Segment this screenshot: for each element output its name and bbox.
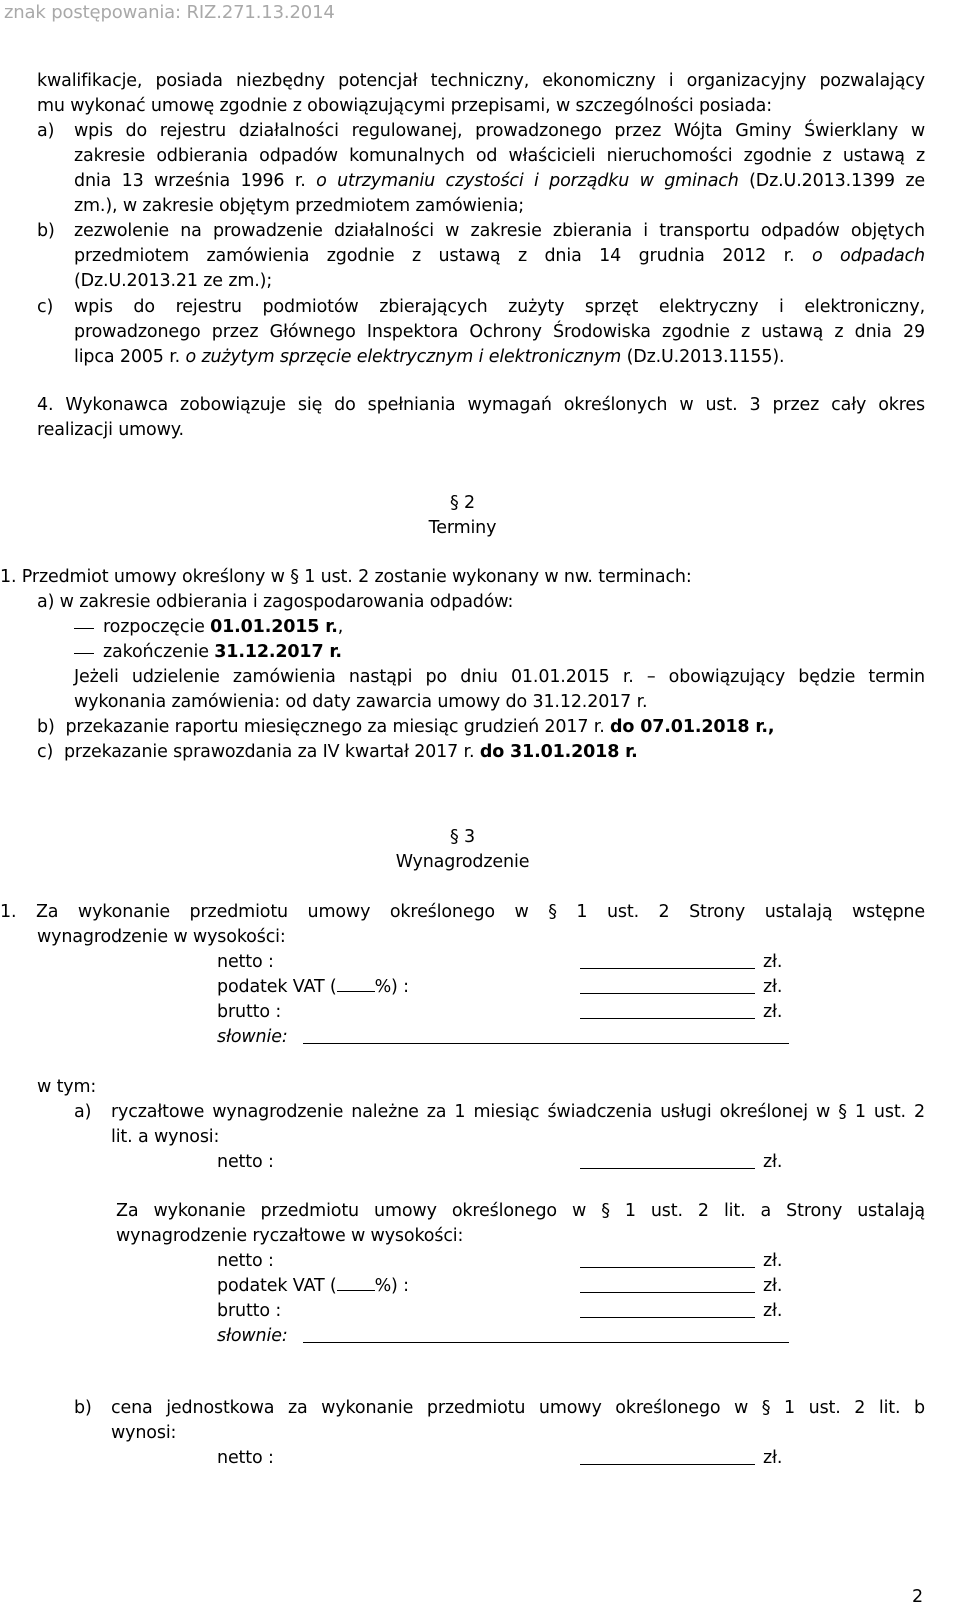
currency-label: zł. (763, 1002, 783, 1022)
text-line: Jeżeli udzielenie zamówienia nastąpi po dniu 01.01.2015 r. – obowiązujący będzie termin (74, 667, 925, 687)
list-marker: a) (74, 1102, 92, 1122)
vat-blank (580, 993, 755, 994)
vat-percent-blank (337, 1276, 375, 1291)
end-date: 31.12.2017 r. (214, 642, 342, 662)
netto-blank (580, 968, 755, 969)
section-title: Terminy (428, 518, 497, 538)
text-line: 4. Wykonawca zobowiązuje się do spełniania wymagań określonych w ust. 3 przez cały okres (37, 395, 925, 415)
text-line: zezwolenie na prowadzenie działalności w zakresie zbierania i transportu odpadów objętych (74, 221, 925, 241)
brutto-label: brutto : (217, 1002, 282, 1022)
netto-blank (580, 1267, 755, 1268)
list-marker: c) (37, 297, 54, 317)
text-line: w tym: (37, 1077, 97, 1097)
text-line: zakresie odbierania odpadów komunalnych od właścicieli nieruchomości zgodnie z ustawą z (74, 146, 925, 166)
start-date: 01.01.2015 r. (210, 617, 338, 637)
text-line: wynagrodzenie ryczałtowe w wysokości: (116, 1226, 464, 1246)
text-line: wykonania zamówienia: od daty zawarcia umowy do 31.12.2017 r. (74, 692, 648, 712)
brutto-blank (580, 1018, 755, 1019)
text-line: zm.), w zakresie objętym przedmiotem zamówienia; (74, 196, 525, 216)
netto-label: netto : (217, 1152, 274, 1172)
currency-label: zł. (763, 977, 783, 997)
section-number: § 2 (450, 493, 475, 513)
text-line: realizacji umowy. (37, 420, 184, 440)
currency-label: zł. (763, 1152, 783, 1172)
currency-label: zł. (763, 1448, 783, 1468)
dash-bullet (74, 628, 94, 629)
text-line: rozpoczęcie 01.01.2015 r., (103, 617, 344, 637)
act-title: o odpadach (811, 246, 926, 266)
vat-label: podatek VAT ( %) : (217, 1276, 409, 1296)
text-line: zakończenie 31.12.2017 r. (103, 642, 342, 662)
act-title: o zużytym sprzęcie elektrycznym i elektronicznym (185, 347, 622, 367)
text-line: przedmiotem zamówienia zgodnie z ustawą z dnia 14 grudnia 2012 r. o odpadach (74, 246, 926, 266)
text-line: wynosi: (111, 1423, 177, 1443)
list-marker: a) (37, 121, 55, 141)
case-reference-header: znak postępowania: RIZ.271.13.2014 (4, 2, 335, 23)
vat-percent-blank (337, 977, 375, 992)
text-line: c) przekazanie sprawozdania za IV kwartał 2017 r. do 31.01.2018 r. (37, 742, 638, 762)
act-title: o utrzymaniu czystości i porządku w gminach (316, 171, 739, 191)
words-label: słownie: (217, 1027, 288, 1047)
vat-label: podatek VAT ( %) : (217, 977, 409, 997)
netto-blank (580, 1464, 755, 1465)
text-line: ryczałtowe wynagrodzenie należne za 1 miesiąc świadczenia usługi określonej w § 1 ust. 2 (111, 1102, 925, 1122)
text-line: wynagrodzenie w wysokości: (37, 927, 286, 947)
currency-label: zł. (763, 952, 783, 972)
text-line: 1. Za wykonanie przedmiotu umowy określonego w § 1 ust. 2 Strony ustalają wstępne (0, 902, 925, 922)
text-line: mu wykonać umowę zgodnie z obowiązującymi przepisami, w szczególności posiada: (37, 96, 772, 116)
text-line: cena jednostkowa za wykonanie przedmiotu umowy określonego w § 1 ust. 2 lit. b (111, 1398, 925, 1418)
text-line: kwalifikacje, posiada niezbędny potencjał techniczny, ekonomiczny i organizacyjny pozwalający (37, 71, 925, 91)
section-title: Wynagrodzenie (395, 852, 530, 872)
deadline: do 07.01.2018 r., (610, 717, 775, 737)
text-line: a) w zakresie odbierania i zagospodarowania odpadów: (37, 592, 514, 612)
brutto-label: brutto : (217, 1301, 282, 1321)
text-line: (Dz.U.2013.21 ze zm.); (74, 271, 273, 291)
dash-bullet (74, 653, 94, 654)
text-line: lipca 2005 r. o zużytym sprzęcie elektrycznym i elektronicznym (Dz.U.2013.1155). (74, 347, 785, 367)
text-line: wpis do rejestru podmiotów zbierających zużyty sprzęt elektryczny i elektroniczny, (74, 297, 925, 317)
netto-label: netto : (217, 1448, 274, 1468)
netto-label: netto : (217, 1251, 274, 1271)
text-line: lit. a wynosi: (111, 1127, 220, 1147)
list-marker: b) (37, 221, 55, 241)
text-line: dnia 13 września 1996 r. o utrzymaniu czystości i porządku w gminach (Dz.U.2013.1399 ze (74, 171, 925, 191)
currency-label: zł. (763, 1276, 783, 1296)
words-blank (303, 1043, 789, 1044)
text-line: 1. Przedmiot umowy określony w § 1 ust. 2 zostanie wykonany w nw. terminach: (0, 567, 692, 587)
text-line: wpis do rejestru działalności regulowanej, prowadzonego przez Wójta Gminy Świerklany w (74, 121, 925, 141)
page-number: 2 (912, 1587, 923, 1607)
currency-label: zł. (763, 1251, 783, 1271)
currency-label: zł. (763, 1301, 783, 1321)
netto-label: netto : (217, 952, 274, 972)
list-marker: b) (74, 1398, 92, 1418)
text-line: Za wykonanie przedmiotu umowy określonego w § 1 ust. 2 lit. a Strony ustalają (116, 1201, 925, 1221)
netto-blank (580, 1168, 755, 1169)
words-label: słownie: (217, 1326, 288, 1346)
text-line: prowadzonego przez Głównego Inspektora Ochrony Środowiska zgodnie z ustawą z dnia 29 (74, 322, 925, 342)
text-line: b) przekazanie raportu miesięcznego za miesiąc grudzień 2017 r. do 07.01.2018 r., (37, 717, 775, 737)
words-blank (303, 1342, 789, 1343)
section-number: § 3 (450, 827, 475, 847)
deadline: do 31.01.2018 r. (479, 742, 638, 762)
vat-blank (580, 1292, 755, 1293)
brutto-blank (580, 1317, 755, 1318)
